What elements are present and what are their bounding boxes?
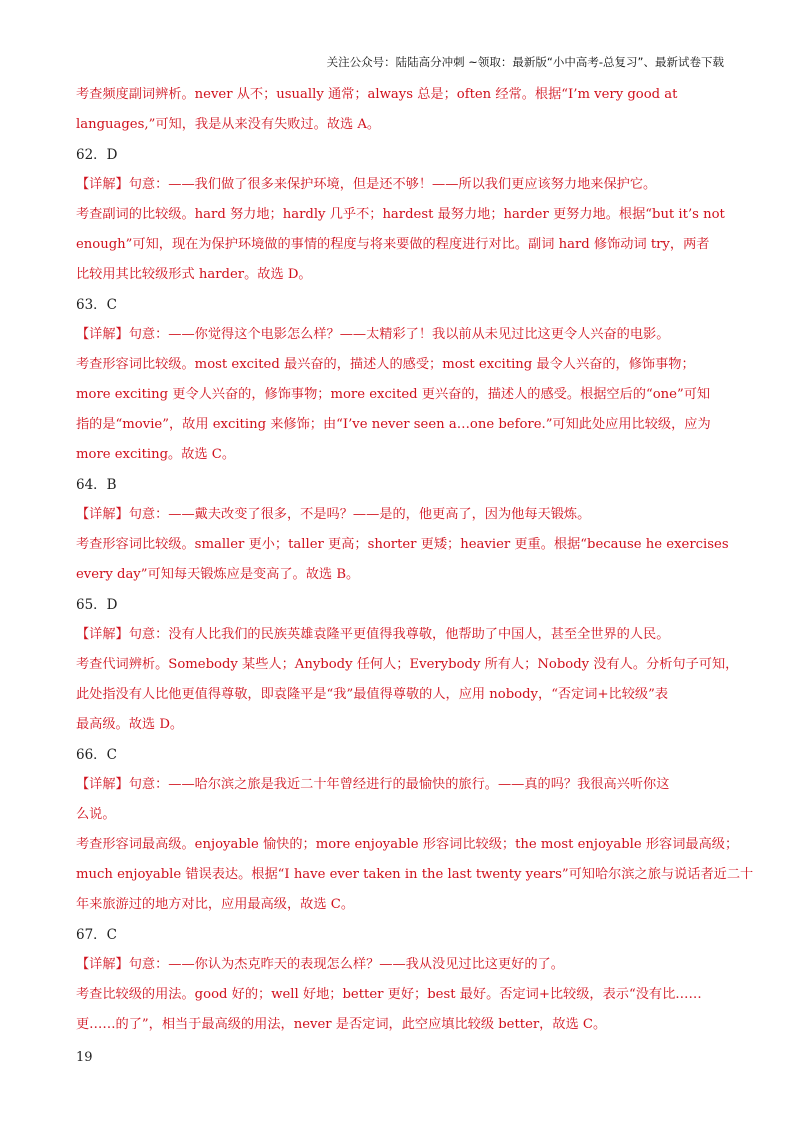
explanation-line: 年来旅游过的地方对比，应用最高级，故选 C。 xyxy=(76,897,355,912)
explanation-line: 考查形容词比较级。most excited 最兴奋的，描述人的感受；most exciting 最令人兴奋的，修饰事物； xyxy=(76,357,695,372)
explanation-line: 考查副词的比较级。hard 努力地；hardly 几乎不；hardest 最努力地；harder 更努力地。根据“but it’s not xyxy=(76,207,725,222)
explanation-line: 此处指没有人比他更值得尊敬，即袁隆平是“我”最值得尊敬的人，应用 nobody，“否定词+比较级”表 xyxy=(76,687,669,702)
explanation-line: 【详解】句意：没有人比我们的民族英雄袁隆平更值得我尊敬，他帮助了中国人，甚至全世界的人民。 xyxy=(76,627,670,642)
explanation-line: 比较用其比较级形式 harder。故选 D。 xyxy=(76,267,312,282)
explanation-line: 考查形容词比较级。smaller 更小；taller 更高；shorter 更矮；heavier 更重。根据“because he exercises xyxy=(76,537,729,552)
explanation-line: 考查比较级的用法。good 好的；well 好地；better 更好；best 最好。否定词+比较级，表示“没有比…… xyxy=(76,987,702,1002)
explanation-line: 考查形容词最高级。enjoyable 愉快的；more enjoyable 形容词比较级；the most enjoyable 形容词最高级； xyxy=(76,837,739,852)
answer-number: 65．D xyxy=(76,597,118,613)
answer-number: 62．D xyxy=(76,147,118,163)
page-number: 19 xyxy=(76,1050,93,1065)
explanation-line: 考查代词辨析。Somebody 某些人；Anybody 任何人；Everybody 所有人；Nobody 没有人。分析句子可知， xyxy=(76,657,739,672)
page-header: 关注公众号：陆陆高分冲刺 ~领取：最新版“小中高考-总复习”、最新试卷下载 xyxy=(326,55,724,69)
answer-explanations xyxy=(76,80,754,1040)
answer-number: 64．B xyxy=(76,477,117,493)
answer-number: 66．C xyxy=(76,747,118,763)
explanation-line: 更……的了”，相当于最高级的用法，never 是否定词，此空应填比较级 better，故选 C。 xyxy=(76,1017,607,1032)
explanation-line: 指的是“movie”，故用 exciting 来修饰；由“I’ve never seen a…one before.”可知此处应用比较级，应为 xyxy=(76,417,711,432)
explanation-line: enough”可知，现在为保护环境做的事情的程度与将来要做的程度进行对比。副词 hard 修饰动词 try，两者 xyxy=(76,237,710,252)
explanation-line: more exciting。故选 C。 xyxy=(76,447,236,462)
explanation-line: 【详解】句意：——你觉得这个电影怎么样？——太精彩了！我以前从未见过比这更令人兴奋的电影。 xyxy=(76,327,670,342)
explanation-line: 么说。 xyxy=(76,807,116,822)
answer-number: 67．C xyxy=(76,927,118,943)
answer-number: 63．C xyxy=(76,297,118,313)
explanation-line: 【详解】句意：——我们做了很多来保护环境，但是还不够！——所以我们更应该努力地来保护它。 xyxy=(76,177,657,192)
explanation-line: 考查频度副词辨析。never 从不；usually 通常；always 总是；often 经常。根据“I’m very good at xyxy=(76,87,678,102)
explanation-line: 【详解】句意：——戴夫改变了很多，不是吗？——是的，他更高了，因为他每天锻炼。 xyxy=(76,507,591,522)
explanation-line: every day”可知每天锻炼应是变高了。故选 B。 xyxy=(76,567,360,582)
explanation-line: 【详解】句意：——哈尔滨之旅是我近二十年曾经进行的最愉快的旅行。——真的吗？我很高兴听你这 xyxy=(76,777,670,792)
explanation-line: 【详解】句意：——你认为杰克昨天的表现怎么样？——我从没见过比这更好的了。 xyxy=(76,957,564,972)
explanation-line: much enjoyable 错误表达。根据“I have ever taken in the last twenty years”可知哈尔滨之旅与说话者近二十 xyxy=(76,867,754,882)
explanation-line: languages,”可知，我是从来没有失败过。故选 A。 xyxy=(76,117,381,132)
explanation-line: more exciting 更令人兴奋的，修饰事物；more excited 更兴奋的，描述人的感受。根据空后的“one”可知 xyxy=(76,387,711,402)
explanation-line: 最高级。故选 D。 xyxy=(76,717,184,732)
